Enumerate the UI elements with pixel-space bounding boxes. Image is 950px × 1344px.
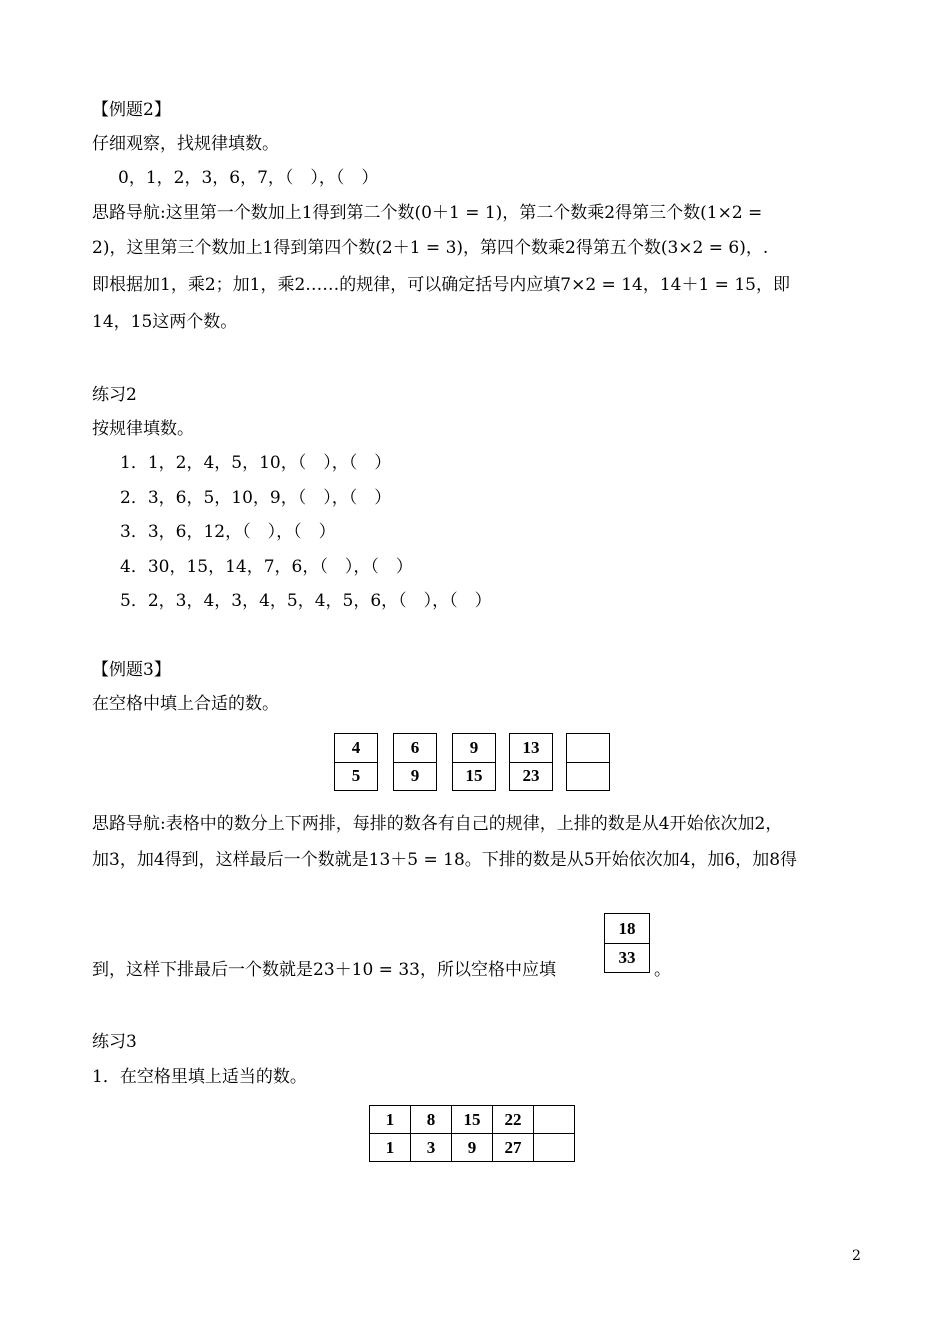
grid-cell-empty	[534, 1106, 575, 1134]
page-number: 2	[852, 1248, 861, 1264]
number-box-bottom: 9	[410, 766, 420, 785]
answer-box-top: 18	[605, 914, 649, 944]
number-box-bottom: 15	[465, 766, 483, 785]
sentence-end-mark: 。	[654, 960, 671, 980]
grid-cell: 9	[452, 1134, 493, 1162]
practice2-item: 1．1，2，4，5，10，（ ），（ ）	[120, 453, 392, 473]
practice2-item: 3．3，6，12，（ ），（ ）	[120, 522, 336, 542]
example2-explanation-line: 2)，这里第三个数加上1得到第四个数(2＋1 = 3)，第四个数乘2得第五个数(3×2 = 6)，.	[92, 238, 769, 258]
practice3-prompt: 1．在空格里填上适当的数。	[92, 1067, 307, 1087]
example3-explanation-line: 到，这样下排最后一个数就是23＋10 = 33，所以空格中应填	[92, 960, 556, 980]
example2-explanation-line: 14，15这两个数。	[92, 312, 238, 332]
grid-cell: 1	[370, 1106, 411, 1134]
practice2-item: 5．2，3，4，3，4，5，4，5，6，（ ），（ ）	[120, 591, 492, 611]
number-box	[393, 733, 437, 791]
number-box-top: 4	[335, 734, 377, 763]
number-box	[334, 733, 378, 791]
example3-explanation-line: 思路导航:表格中的数分上下两排，每排的数各有自己的规律，上排的数是从4开始依次加2，	[92, 814, 783, 834]
grid-cell: 22	[493, 1106, 534, 1134]
answer-box-bottom: 33	[618, 947, 636, 967]
number-box-top: 6	[394, 734, 436, 763]
grid-cell: 27	[493, 1134, 534, 1162]
grid-cell: 15	[452, 1106, 493, 1134]
grid-row	[370, 1106, 575, 1134]
number-box-bottom	[567, 762, 609, 790]
number-box-empty	[566, 733, 610, 791]
number-box-bottom: 23	[522, 766, 540, 785]
example2-explanation-line: 即根据加1，乘2；加1，乘2……的规律，可以确定括号内应填7×2 = 14，14＋1 = 15，即	[92, 275, 790, 295]
practice3-heading: 练习3	[92, 1032, 137, 1052]
grid-row	[370, 1134, 575, 1162]
example3-explanation-line: 加3，加4得到，这样最后一个数就是13＋5 = 18。下排的数是从5开始依次加4，加6，加8得	[92, 850, 798, 870]
number-box	[452, 733, 496, 791]
answer-box	[604, 913, 650, 973]
number-box-bottom: 5	[351, 766, 361, 785]
example2-sequence: 0，1，2，3，6，7，（ ），（ ）	[118, 168, 379, 188]
number-box-top	[567, 734, 609, 763]
example2-prompt: 仔细观察，找规律填数。	[92, 134, 279, 154]
number-box-top: 13	[510, 734, 552, 763]
practice2-item: 4．30，15，14，7，6，（ ），（ ）	[120, 557, 413, 577]
grid-cell: 8	[411, 1106, 452, 1134]
example2-heading: 【例题2】	[92, 100, 171, 120]
example2-explanation-line: 思路导航:这里第一个数加上1得到第二个数(0＋1 = 1)，第二个数乘2得第三个数(1×2 =	[92, 203, 763, 223]
practice2-prompt: 按规律填数。	[92, 419, 194, 439]
grid-cell: 3	[411, 1134, 452, 1162]
example3-heading: 【例题3】	[92, 660, 171, 680]
example3-prompt: 在空格中填上合适的数。	[92, 694, 279, 714]
practice3-grid	[369, 1105, 575, 1162]
grid-cell-empty	[534, 1134, 575, 1162]
practice2-heading: 练习2	[92, 385, 137, 405]
number-box	[509, 733, 553, 791]
number-box-top: 9	[453, 734, 495, 763]
grid-cell: 1	[370, 1134, 411, 1162]
practice2-item: 2．3，6，5，10，9，（ ），（ ）	[120, 488, 392, 508]
